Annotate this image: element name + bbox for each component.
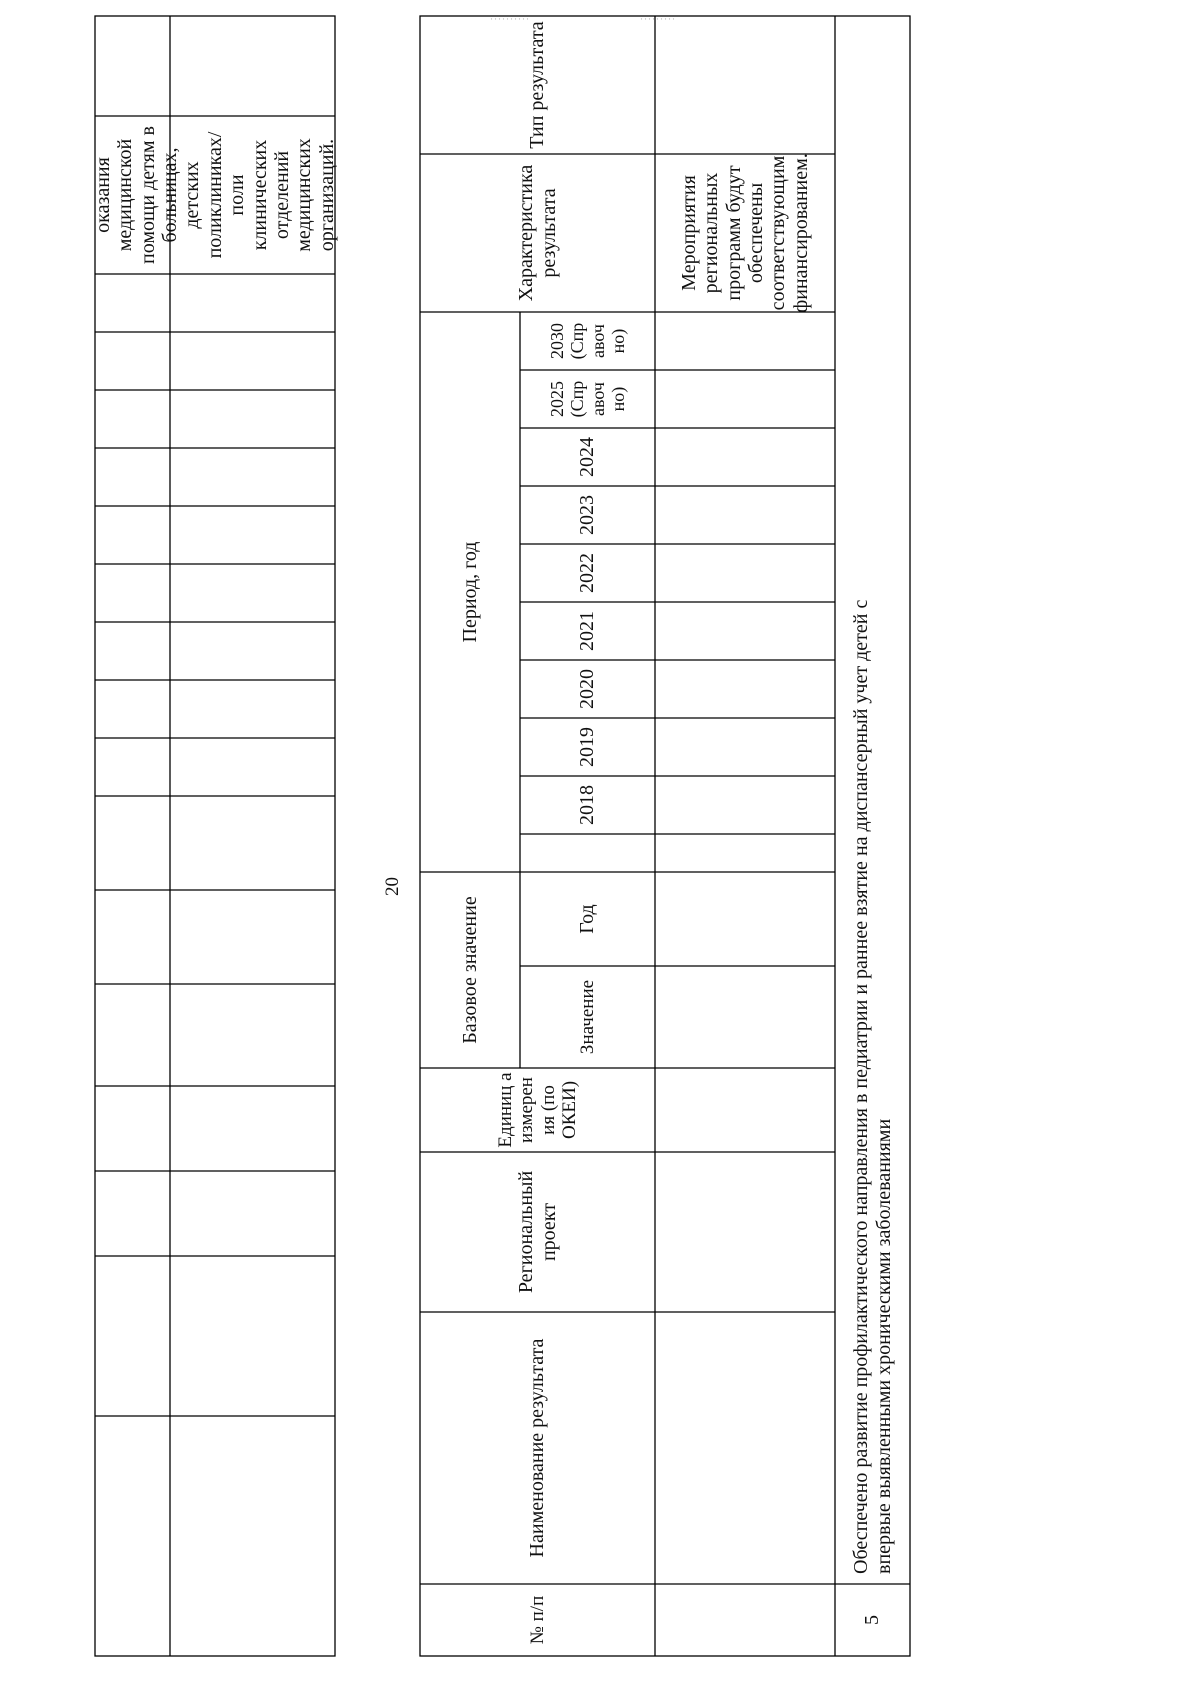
header-year: 2020 [576, 669, 599, 709]
header-year: 2021 [576, 611, 599, 651]
header-period: Период, год [458, 541, 481, 643]
section-number: 5 [861, 1615, 884, 1625]
header-year: 2024 [576, 437, 599, 477]
header-unit: Единиц а измерен ия (по ОКЕИ) [494, 1072, 580, 1148]
header-number: № п/п [526, 1595, 548, 1645]
header-year-2025: 2025 (Спр авоч но) [547, 380, 628, 418]
header-base-value-year: Год [576, 904, 599, 934]
header-base-value: Базовое значение [458, 896, 481, 1044]
continuation-table [91, 16, 338, 1656]
header-year-2030: 2030 (Спр авоч но) [547, 322, 628, 360]
page-number: 20 [382, 877, 403, 896]
characteristic-continuation: оказания медицинской помощи детям в больницах, детских поликлиниках/поли клинических отделений медицинских организаций. [91, 126, 338, 264]
header-result-type: Тип результата [526, 21, 549, 149]
header-characteristic: Характеристика результата [515, 164, 560, 302]
header-base-value-value: Значение [576, 979, 598, 1055]
header-result-name: Наименование результата [526, 1338, 549, 1558]
scan-artifact: ·········· [490, 14, 530, 24]
row-characteristic: Мероприятия региональных программ будут обеспечены соответствующим финансированием. [677, 153, 812, 313]
header-year: 2022 [576, 553, 599, 593]
header-year: 2023 [576, 495, 599, 535]
results-table [420, 16, 910, 1656]
header-regional-project: Региональный проект [515, 1170, 560, 1294]
header-year: 2019 [576, 727, 599, 767]
scan-artifact: ········· [640, 14, 676, 24]
section-title: Обеспечено развитие профилактического направления в педиатрии и раннее взятие на диспансерный учет детей с впервые выявленными хроническими заболеваниями [850, 599, 895, 1574]
header-year: 2018 [576, 785, 599, 825]
